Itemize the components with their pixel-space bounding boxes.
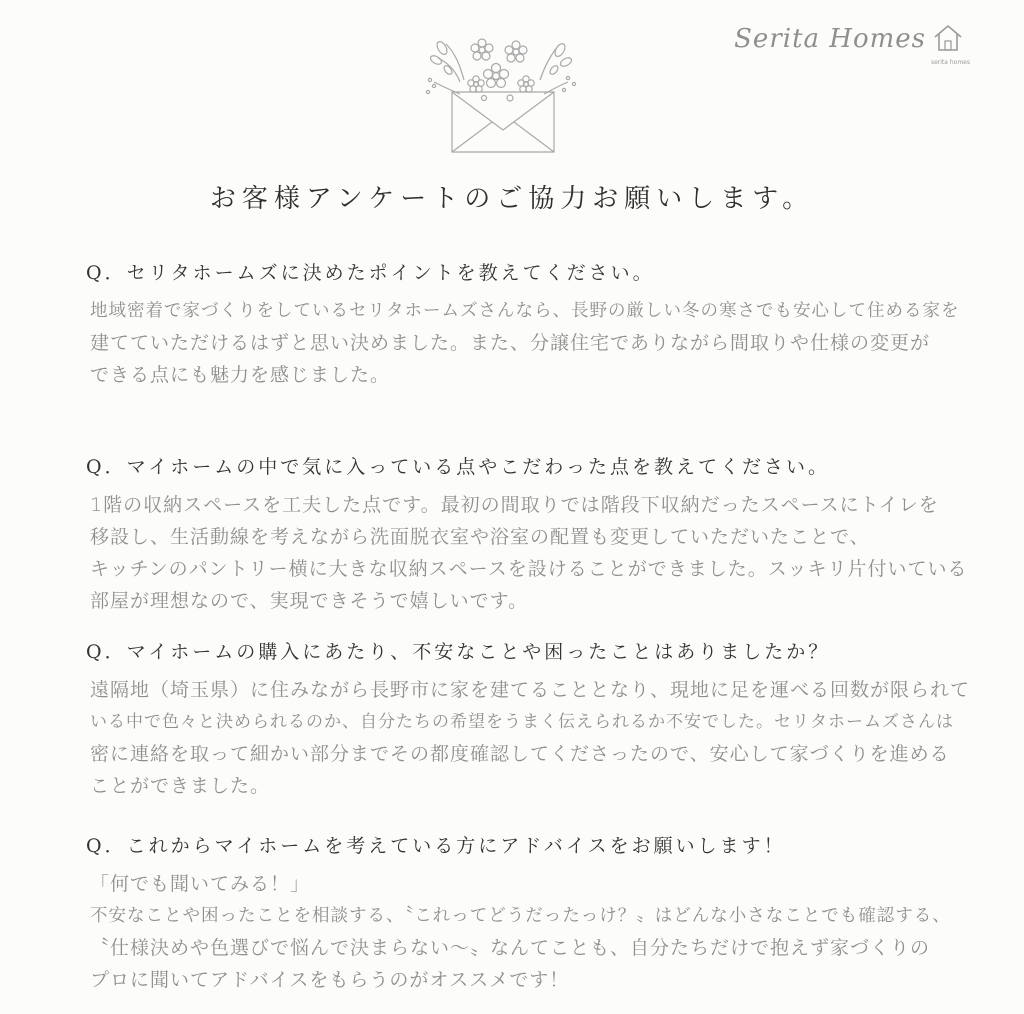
answer-3 xyxy=(90,674,971,802)
envelope-flowers-icon xyxy=(418,36,588,166)
qa-block-3 xyxy=(86,637,971,802)
answer-line: ことができました。 xyxy=(90,775,271,797)
answer-line: いる中で色々と決められるのか、自分たちの希望をうまく伝えられるか不安でした。セリタホームズさんは xyxy=(90,712,954,732)
answer-line: 〝仕様決めや色選びで悩んで決まらない～〟なんてことも、自分たちだけで抱えず家づくりの xyxy=(90,937,931,959)
answer-1 xyxy=(90,295,960,391)
answer-line: 不安なことや困ったことを相談する、〝これってどうだったっけ？〟はどんな小さなことでも確認する、 xyxy=(90,906,951,926)
answer-line: 移設し、生活動線を考えながら洗面脱衣室や浴室の配置も変更していただいたことで、 xyxy=(90,526,870,548)
house-icon xyxy=(930,22,970,66)
answer-line: 地域密着で家づくりをしているセリタホームズさんなら、長野の厳しい冬の寒さでも安心して住める家を xyxy=(90,301,960,321)
answer-line: キッチンのパントリー横に大きな収納スペースを設けることができました。スッキリ片付いている xyxy=(90,558,968,580)
qa-block-2 xyxy=(86,452,968,617)
answer-line: 1階の収納スペースを工夫した点です。最初の間取りでは階段下収納だったスペースにトイレを xyxy=(90,494,939,516)
page-title: お客様アンケートのご協力お願いします。 xyxy=(209,184,815,214)
envelope-flowers-illustration xyxy=(418,36,588,166)
qa-block-4 xyxy=(86,831,951,996)
answer-line: できる点にも魅力を感じました。 xyxy=(90,364,391,386)
logo-text: Serita Homes xyxy=(734,24,926,54)
answer-line: プロに聞いてアドバイスをもらうのがオススメです！ xyxy=(90,969,570,991)
logo-subtext: serita homes xyxy=(930,59,970,66)
question-4: Q．これからマイホームを考えている方にアドバイスをお願いします！ xyxy=(86,835,786,857)
answer-line: 建てていただけるはずと思い決めました。また、分譲住宅でありながら間取りや仕様の変更が xyxy=(90,332,931,354)
question-1: Q．セリタホームズに決めたポイントを教えてください。 xyxy=(86,262,655,284)
qa-block-1 xyxy=(86,258,960,391)
question-2: Q．マイホームの中で気に入っている点やこだわった点を教えてください。 xyxy=(86,456,831,478)
answer-2 xyxy=(90,489,968,617)
question-3: Q．マイホームの購入にあたり、不安なことや困ったことはありましたか？ xyxy=(86,641,831,663)
answer-line: 部屋が理想なので、実現できそうで嬉しいです。 xyxy=(90,590,529,612)
brand-logo xyxy=(734,22,970,66)
answer-line: 密に連絡を取って細かい部分までその都度確認してくださったので、安心して家づくりを進める xyxy=(90,743,950,765)
answer-4 xyxy=(90,868,951,996)
answer-line: 遠隔地（埼玉県）に住みながら長野市に家を建てることとなり、現地に足を運べる回数が限られて xyxy=(90,679,971,701)
answer-line: 「何でも聞いてみる！」 xyxy=(90,873,311,895)
